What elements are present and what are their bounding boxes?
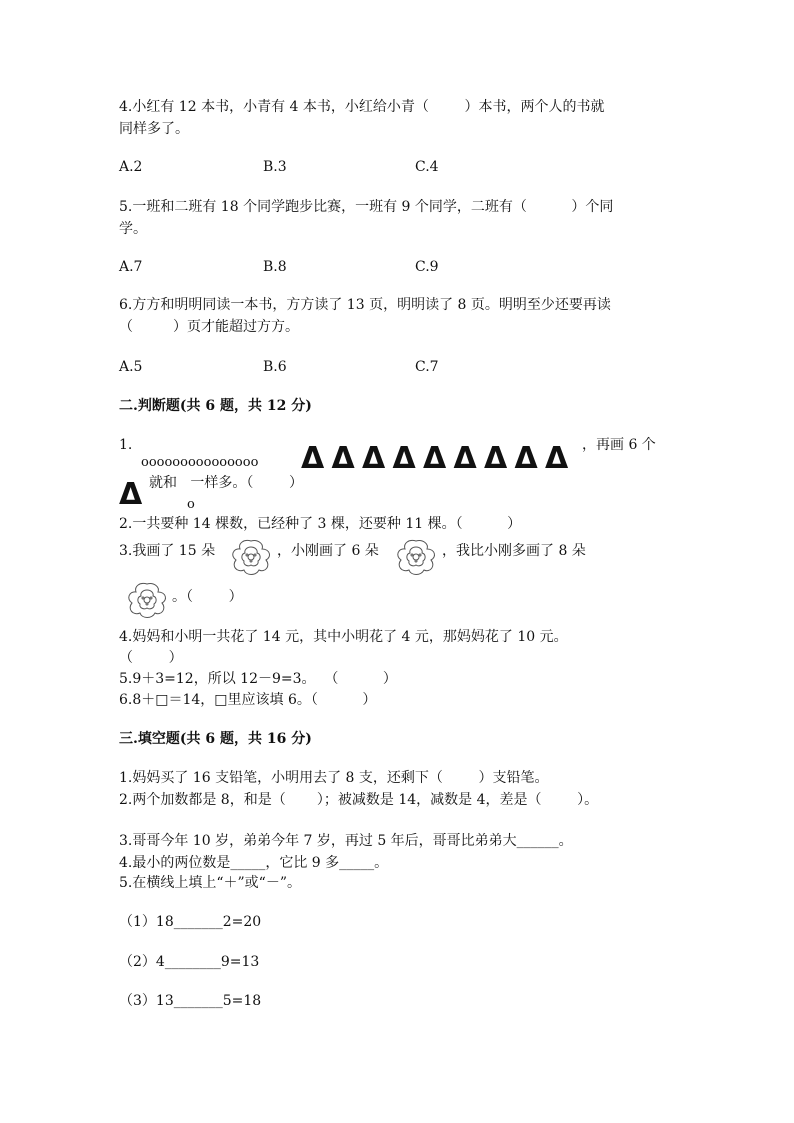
q6-option-a[interactable]: A.5: [119, 359, 143, 375]
judge-q2: 2.一共要种 14 棵数，已经种了 3 棵，还要种 11 棵。（ ）: [119, 516, 522, 532]
judge-q1-text-b: 就和 一样多。（ ）: [149, 475, 303, 491]
judge-q3-part4: 。（ ）: [172, 589, 243, 605]
judge-q1-text-a: ，再画 6 个: [582, 437, 656, 453]
q4-option-b[interactable]: B.3: [263, 159, 287, 175]
flower-icon: [228, 537, 274, 577]
triangle-icon: Δ: [392, 441, 416, 476]
q4-line1: 4.小红有 12 本书，小青有 4 本书，小红给小青（ ）本书，两个人的书就: [119, 99, 605, 115]
judge-q3-part1: 3.我画了 15 朵: [119, 543, 216, 559]
triangle-icon: Δ: [119, 477, 143, 512]
q6-option-b[interactable]: B.6: [263, 359, 287, 375]
q4-option-a[interactable]: A.2: [119, 159, 143, 175]
triangle-icon: Δ: [514, 441, 538, 476]
triangle-icon: Δ: [331, 441, 355, 476]
triangle-icon: Δ: [545, 441, 569, 476]
judge-q6: 6.8＋□＝14，□里应该填 6。（ ）: [119, 692, 377, 708]
fill-sub-2: （2）4________9=13: [119, 954, 260, 970]
judge-q3-part3: ，我比小刚多画了 8 朵: [442, 543, 586, 559]
fill-heading: 三.填空题(共 6 题，共 16 分): [119, 731, 312, 747]
judge-heading: 二.判断题(共 6 题，共 12 分): [119, 398, 312, 414]
q4-line2: 同样多了。: [119, 121, 189, 137]
judge-q1-number: 1.: [119, 437, 133, 453]
judge-q5: 5.9＋3=12，所以 12－9=3。 （ ）: [119, 671, 397, 687]
q5-option-b[interactable]: B.8: [263, 259, 287, 275]
circle-small: o: [187, 497, 195, 512]
flower-icon: [393, 537, 439, 577]
triangle-icon: Δ: [362, 441, 386, 476]
triangle-icon: Δ: [453, 441, 477, 476]
fill-q5: 5.在横线上填上“＋”或“－”。: [119, 875, 301, 891]
flower-icon: [124, 580, 170, 620]
fill-q4: 4.最小的两位数是_____，它比 9 多_____。: [119, 855, 389, 871]
q5-option-a[interactable]: A.7: [119, 259, 143, 275]
judge-q4-line2: （ ）: [119, 650, 183, 666]
fill-q2: 2.两个加数都是 8，和是（ ）；被减数是 14，减数是 4，差是（ ）。: [119, 792, 599, 808]
triangle-icon: Δ: [301, 441, 325, 476]
fill-q3: 3.哥哥今年 10 岁，弟弟今年 7 岁，再过 5 年后，哥哥比弟弟大______。: [119, 833, 573, 849]
q4-option-c[interactable]: C.4: [415, 159, 439, 175]
circle-row: ooooooooooooooo: [141, 455, 259, 470]
fill-sub-1: （1）18_______2=20: [119, 914, 262, 930]
fill-q1: 1.妈妈买了 16 支铅笔，小明用去了 8 支，还剩下（ ）支铅笔。: [119, 770, 549, 786]
judge-q3-part2: ，小刚画了 6 朵: [277, 543, 379, 559]
q6-line1: 6.方方和明明同读一本书，方方读了 13 页，明明读了 8 页。明明至少还要再读: [119, 297, 611, 313]
q6-option-c[interactable]: C.7: [415, 359, 439, 375]
judge-q4-line1: 4.妈妈和小明一共花了 14 元，其中小明花了 4 元，那妈妈花了 10 元。: [119, 629, 568, 645]
fill-sub-3: （3）13_______5=18: [119, 993, 262, 1009]
triangle-icon: Δ: [484, 441, 508, 476]
q5-line1: 5.一班和二班有 18 个同学跑步比赛，一班有 9 个同学，二班有（ ）个同: [119, 199, 614, 215]
q5-line2: 学。: [119, 221, 147, 237]
q5-option-c[interactable]: C.9: [415, 259, 439, 275]
q6-line2: （ ）页才能超过方方。: [119, 319, 300, 335]
triangle-icon: Δ: [423, 441, 447, 476]
